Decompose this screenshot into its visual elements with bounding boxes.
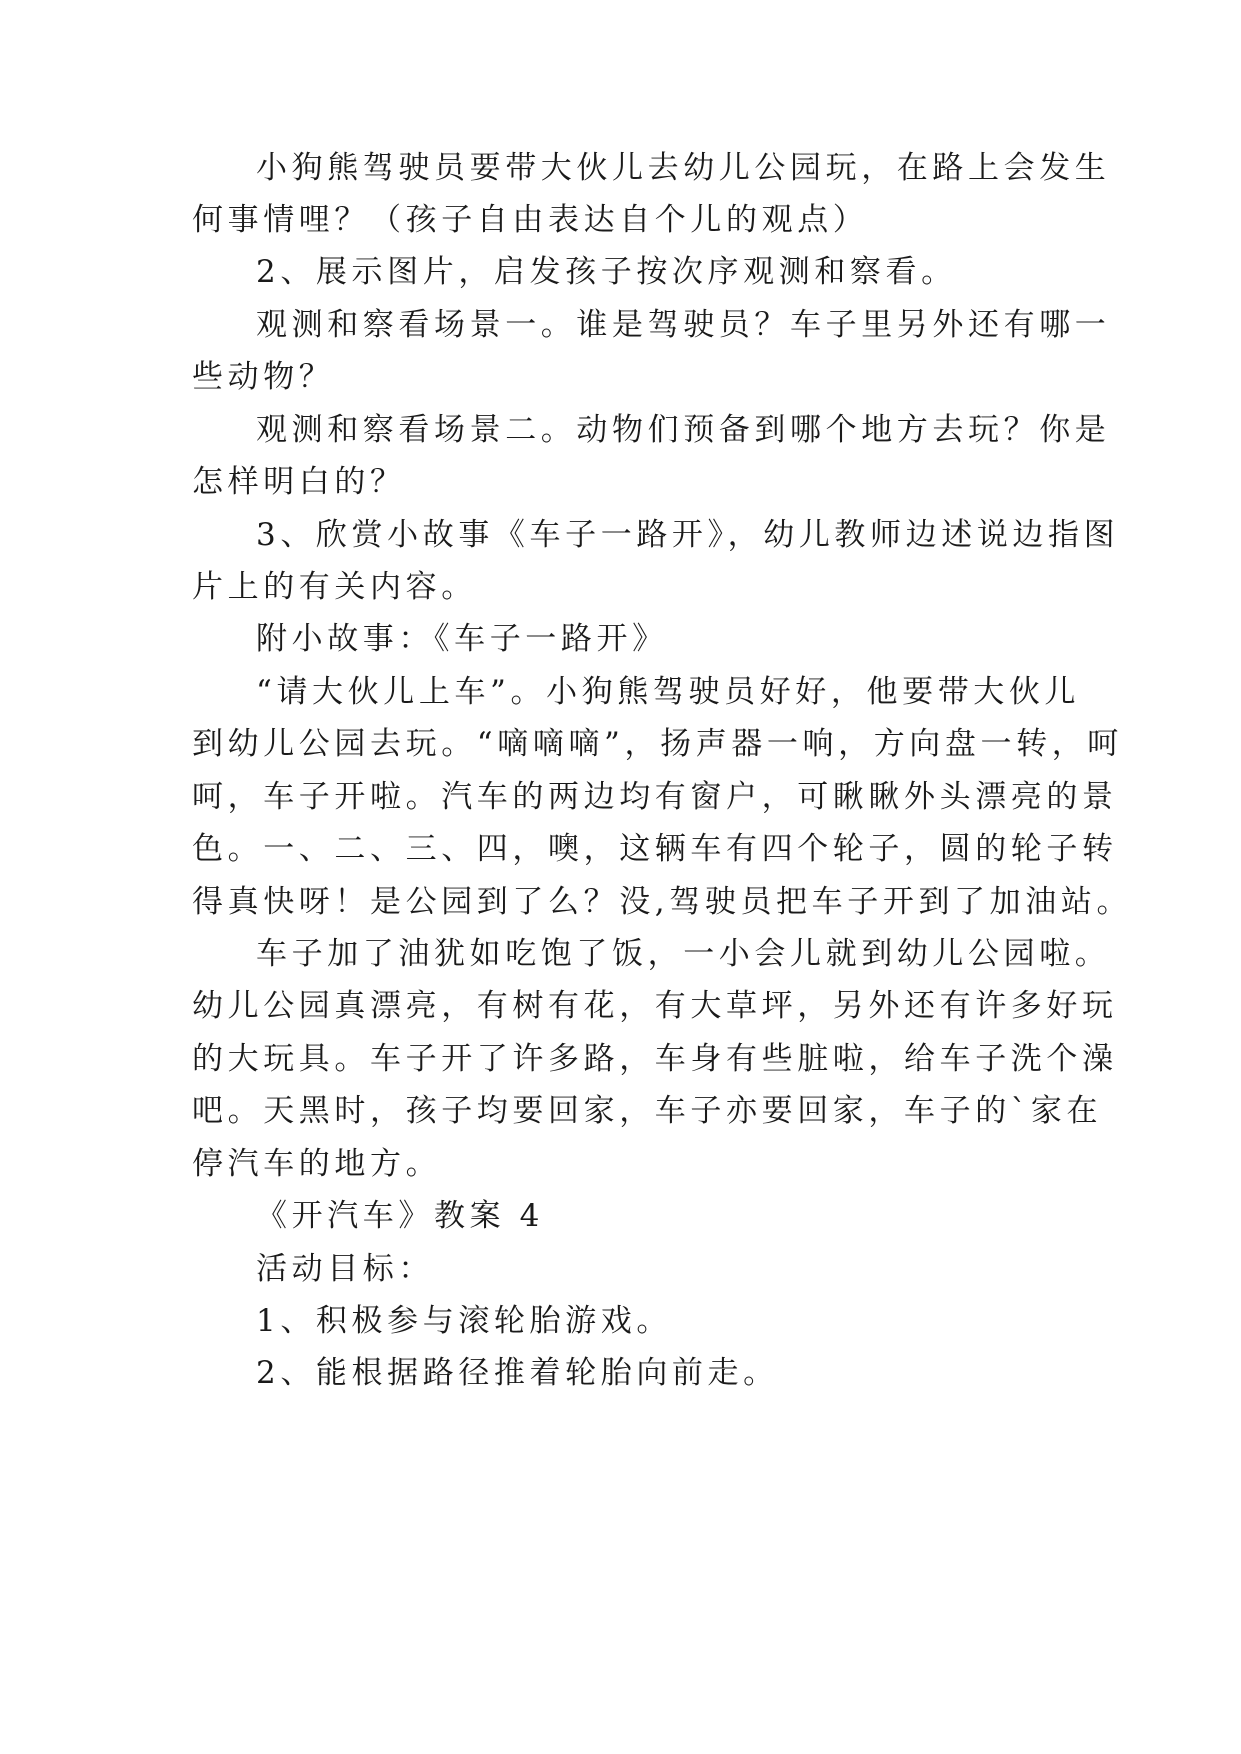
text-line: 观测和察看场景一。谁是驾驶员？车子里另外还有哪一 <box>256 307 1111 343</box>
text-line: 片上的有关内容。 <box>192 569 477 605</box>
text-line: 2、能根据路径推着轮胎向前走。 <box>256 1355 779 1391</box>
text-line: 附小故事：《车子一路开》 <box>256 621 668 657</box>
text-line: 车子加了油犹如吃饱了饭，一小会儿就到幼儿公园啦。 <box>256 936 1111 972</box>
text-line: 色。一、二、三、四，噢，这辆车有四个轮子，圆的轮子转 <box>192 831 1118 867</box>
text-line: 3、欣赏小故事《车子一路开》，幼儿教师边述说边指图 <box>256 517 1120 553</box>
text-line: 2、展示图片，启发孩子按次序观测和察看。 <box>256 254 957 290</box>
text-line: 到幼儿公园去玩。“嘀嘀嘀”，扬声器一响，方向盘一转，呵 <box>192 726 1123 762</box>
section-heading: 《开汽车》教案 4 <box>256 1198 544 1234</box>
text-line: 观测和察看场景二。动物们预备到哪个地方去玩？你是 <box>256 412 1111 448</box>
text-line: “请大伙儿上车”。小狗熊驾驶员好好，他要带大伙儿 <box>256 674 1081 710</box>
text-line: 停汽车的地方。 <box>192 1146 442 1182</box>
text-line: 小狗熊驾驶员要带大伙儿去幼儿公园玩，在路上会发生 <box>256 150 1111 186</box>
text-line: 何事情哩？（孩子自由表达自个儿的观点） <box>192 202 869 238</box>
text-line: 1、积极参与滚轮胎游戏。 <box>256 1303 672 1339</box>
text-line: 幼儿公园真漂亮，有树有花，有大草坪，另外还有许多好玩 <box>192 988 1118 1024</box>
text-line: 吧。天黑时，孩子均要回家，车子亦要回家，车子的`家在 <box>192 1093 1103 1129</box>
text-line: 活动目标： <box>256 1251 434 1287</box>
text-line: 得真快呀！是公园到了么？没,驾驶员把车子开到了加油站。 <box>192 884 1133 920</box>
text-line: 呵，车子开啦。汽车的两边均有窗户，可瞅瞅外头漂亮的景 <box>192 779 1118 815</box>
text-line: 的大玩具。车子开了许多路，车身有些脏啦，给车子洗个澡 <box>192 1041 1118 1077</box>
text-line: 些动物？ <box>192 359 335 395</box>
text-line: 怎样明白的？ <box>192 464 406 500</box>
